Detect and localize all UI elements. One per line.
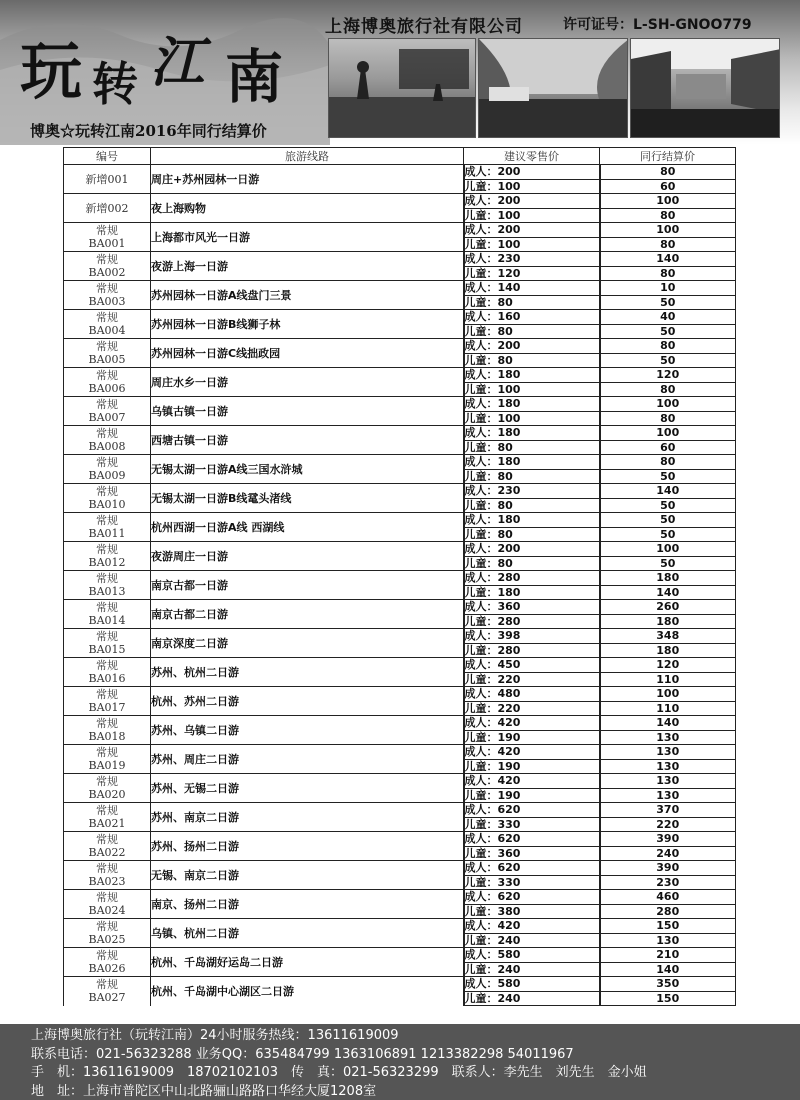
price-table (63, 147, 736, 1006)
suggested-child-price: 儿童：120 (464, 266, 600, 281)
table-row (64, 339, 736, 354)
suggested-adult-price: 成人：420 (464, 919, 600, 934)
suggested-child-price: 儿童：80 (464, 295, 600, 310)
net-child-price: 110 (600, 701, 736, 716)
logo-char-2: 转 (92, 57, 138, 111)
license-number: 许可证号：L-SH-GNOO779 (563, 17, 752, 33)
suggested-child-price: 儿童：80 (464, 324, 600, 339)
route-name: 杭州、千岛湖中心湖区二日游 (151, 977, 464, 1006)
table-row (64, 919, 736, 934)
suggested-adult-price: 成人：200 (464, 542, 600, 557)
suggested-child-price: 儿童：330 (464, 817, 600, 832)
route-name: 南京古都一日游 (151, 571, 464, 600)
photo-west-lake (328, 38, 476, 138)
suggested-child-price: 儿童：190 (464, 730, 600, 745)
net-child-price: 140 (600, 962, 736, 977)
table-row (64, 571, 736, 586)
suggested-child-price: 儿童：360 (464, 846, 600, 861)
suggested-child-price: 儿童：220 (464, 701, 600, 716)
route-name: 杭州西湖一日游A线 西湖线 (151, 513, 464, 542)
suggested-adult-price: 成人：180 (464, 426, 600, 441)
net-child-price: 50 (600, 324, 736, 339)
net-child-price: 130 (600, 788, 736, 803)
suggested-adult-price: 成人：200 (464, 339, 600, 354)
route-name: 南京深度二日游 (151, 629, 464, 658)
route-name: 苏州园林一日游B线狮子林 (151, 310, 464, 339)
route-name: 夜游上海一日游 (151, 252, 464, 281)
route-name: 苏州、乌镇二日游 (151, 716, 464, 745)
route-name: 无锡、南京二日游 (151, 861, 464, 890)
route-code: 常规 BA011 (64, 513, 151, 542)
route-code: 新增002 (64, 194, 151, 223)
route-code: 常规 BA027 (64, 977, 151, 1006)
table-row (64, 745, 736, 760)
route-name: 乌镇、杭州二日游 (151, 919, 464, 948)
suggested-child-price: 儿童：80 (464, 527, 600, 542)
route-code: 常规 BA003 (64, 281, 151, 310)
net-child-price: 240 (600, 846, 736, 861)
route-code: 常规 BA001 (64, 223, 151, 252)
table-row (64, 774, 736, 789)
page-header (0, 0, 800, 145)
route-code: 常规 BA015 (64, 629, 151, 658)
table-row (64, 368, 736, 383)
suggested-child-price: 儿童：280 (464, 643, 600, 658)
suggested-adult-price: 成人：280 (464, 571, 600, 586)
net-adult-price: 100 (600, 223, 736, 238)
table-row (64, 977, 736, 992)
route-code: 常规 BA021 (64, 803, 151, 832)
net-adult-price: 370 (600, 803, 736, 818)
suggested-adult-price: 成人：480 (464, 687, 600, 702)
route-code: 常规 BA018 (64, 716, 151, 745)
net-adult-price: 80 (600, 165, 736, 180)
route-code: 常规 BA004 (64, 310, 151, 339)
table-row (64, 716, 736, 731)
table-row (64, 542, 736, 557)
route-code: 常规 BA005 (64, 339, 151, 368)
route-name: 苏州、南京二日游 (151, 803, 464, 832)
table-row (64, 803, 736, 818)
suggested-adult-price: 成人：620 (464, 861, 600, 876)
table-row (64, 194, 736, 209)
suggested-child-price: 儿童：100 (464, 179, 600, 194)
suggested-adult-price: 成人：620 (464, 890, 600, 905)
table-row (64, 165, 736, 180)
route-name: 周庄+苏州园林一日游 (151, 165, 464, 194)
net-adult-price: 80 (600, 455, 736, 470)
route-name: 苏州、扬州二日游 (151, 832, 464, 861)
table-row (64, 281, 736, 296)
table-header-row (64, 148, 736, 165)
route-name: 苏州、周庄二日游 (151, 745, 464, 774)
route-code: 常规 BA019 (64, 745, 151, 774)
header-code: 编号 (64, 148, 151, 165)
net-adult-price: 100 (600, 194, 736, 209)
logo-char-3: 江 (150, 30, 204, 94)
route-code: 常规 BA022 (64, 832, 151, 861)
suggested-adult-price: 成人：620 (464, 832, 600, 847)
net-adult-price: 100 (600, 397, 736, 412)
route-name: 上海都市风光一日游 (151, 223, 464, 252)
suggested-adult-price: 成人：398 (464, 629, 600, 644)
suggested-adult-price: 成人：580 (464, 977, 600, 992)
suggested-adult-price: 成人：200 (464, 165, 600, 180)
net-adult-price: 120 (600, 658, 736, 673)
table-row (64, 252, 736, 267)
net-adult-price: 260 (600, 600, 736, 615)
logo (20, 20, 320, 110)
net-child-price: 60 (600, 179, 736, 194)
net-adult-price: 140 (600, 716, 736, 731)
route-code: 常规 BA014 (64, 600, 151, 629)
net-child-price: 140 (600, 585, 736, 600)
suggested-adult-price: 成人：140 (464, 281, 600, 296)
net-adult-price: 80 (600, 339, 736, 354)
suggested-child-price: 儿童：220 (464, 672, 600, 687)
footer-contact: 联系电话：021-56323288 业务QQ：635484799 1363106891 1213382298 54011967 (31, 1046, 574, 1062)
table-row (64, 658, 736, 673)
route-code: 常规 BA010 (64, 484, 151, 513)
route-name: 南京、扬州二日游 (151, 890, 464, 919)
net-adult-price: 350 (600, 977, 736, 992)
route-name: 苏州、无锡二日游 (151, 774, 464, 803)
table-row (64, 455, 736, 470)
photo-water-town (630, 38, 780, 138)
route-code: 常规 BA007 (64, 397, 151, 426)
suggested-child-price: 儿童：240 (464, 991, 600, 1006)
suggested-child-price: 儿童：100 (464, 237, 600, 252)
suggested-child-price: 儿童：180 (464, 585, 600, 600)
logo-char-1: 玩 (20, 35, 83, 108)
suggested-adult-price: 成人：450 (464, 658, 600, 673)
route-code: 常规 BA012 (64, 542, 151, 571)
table-row (64, 948, 736, 963)
route-code: 常规 BA017 (64, 687, 151, 716)
route-name: 苏州园林一日游A线盘门三景 (151, 281, 464, 310)
page-footer (0, 1024, 800, 1100)
net-adult-price: 50 (600, 513, 736, 528)
route-name: 南京古都二日游 (151, 600, 464, 629)
header-route: 旅游线路 (151, 148, 464, 165)
net-child-price: 80 (600, 411, 736, 426)
table-row (64, 426, 736, 441)
net-child-price: 280 (600, 904, 736, 919)
table-row (64, 687, 736, 702)
table-row (64, 484, 736, 499)
net-adult-price: 40 (600, 310, 736, 325)
route-name: 周庄水乡一日游 (151, 368, 464, 397)
suggested-adult-price: 成人：580 (464, 948, 600, 963)
net-child-price: 220 (600, 817, 736, 832)
suggested-adult-price: 成人：200 (464, 223, 600, 238)
suggested-adult-price: 成人：420 (464, 774, 600, 789)
net-child-price: 80 (600, 208, 736, 223)
west-lake-image (329, 39, 476, 138)
net-adult-price: 180 (600, 571, 736, 586)
table-row (64, 397, 736, 412)
net-child-price: 50 (600, 527, 736, 542)
route-name: 夜上海购物 (151, 194, 464, 223)
net-adult-price: 130 (600, 774, 736, 789)
table-row (64, 629, 736, 644)
suggested-child-price: 儿童：190 (464, 788, 600, 803)
suggested-child-price: 儿童：240 (464, 962, 600, 977)
net-adult-price: 390 (600, 832, 736, 847)
net-adult-price: 390 (600, 861, 736, 876)
suggested-adult-price: 成人：420 (464, 716, 600, 731)
route-code: 新增001 (64, 165, 151, 194)
table-row (64, 832, 736, 847)
route-code: 常规 BA023 (64, 861, 151, 890)
table-row (64, 223, 736, 238)
suggested-adult-price: 成人：230 (464, 252, 600, 267)
suggested-child-price: 儿童：380 (464, 904, 600, 919)
net-adult-price: 130 (600, 745, 736, 760)
route-code: 常规 BA009 (64, 455, 151, 484)
net-adult-price: 10 (600, 281, 736, 296)
logo-char-4: 南 (225, 43, 284, 111)
suggested-child-price: 儿童：330 (464, 875, 600, 890)
route-code: 常规 BA020 (64, 774, 151, 803)
net-child-price: 60 (600, 440, 736, 455)
net-adult-price: 140 (600, 252, 736, 267)
suggested-adult-price: 成人：180 (464, 455, 600, 470)
net-child-price: 130 (600, 730, 736, 745)
footer-address: 地 址：上海市普陀区中山北路骊山路路口华经大厦1208室 (31, 1083, 377, 1099)
suggested-child-price: 儿童：80 (464, 353, 600, 368)
net-adult-price: 348 (600, 629, 736, 644)
net-child-price: 80 (600, 266, 736, 281)
table-row (64, 861, 736, 876)
water-town-image (631, 39, 780, 138)
net-child-price: 50 (600, 295, 736, 310)
suggested-child-price: 儿童：80 (464, 556, 600, 571)
route-name: 无锡太湖一日游A线三国水浒城 (151, 455, 464, 484)
suggested-adult-price: 成人：360 (464, 600, 600, 615)
net-adult-price: 460 (600, 890, 736, 905)
suggested-adult-price: 成人：620 (464, 803, 600, 818)
route-code: 常规 BA002 (64, 252, 151, 281)
footer-hotline: 上海博奥旅行社（玩转江南）24小时服务热线：13611619009 (31, 1028, 399, 1043)
footer-mobile: 手 机：13611619009 18702102103 传 真：021-56323299 联系人：李先生 刘先生 金小姐 (31, 1065, 647, 1080)
suggested-child-price: 儿童：80 (464, 498, 600, 513)
route-code: 常规 BA024 (64, 890, 151, 919)
table-body (64, 165, 736, 1006)
suggested-adult-price: 成人：180 (464, 513, 600, 528)
header-suggested-price: 建议零售价 (464, 148, 600, 165)
table-row (64, 513, 736, 528)
net-child-price: 80 (600, 237, 736, 252)
route-name: 苏州、杭州二日游 (151, 658, 464, 687)
net-child-price: 230 (600, 875, 736, 890)
route-code: 常规 BA008 (64, 426, 151, 455)
net-adult-price: 120 (600, 368, 736, 383)
net-adult-price: 140 (600, 484, 736, 499)
suggested-adult-price: 成人：180 (464, 397, 600, 412)
net-child-price: 50 (600, 498, 736, 513)
suggested-child-price: 儿童：240 (464, 933, 600, 948)
suggested-adult-price: 成人：200 (464, 194, 600, 209)
net-child-price: 50 (600, 353, 736, 368)
net-child-price: 130 (600, 933, 736, 948)
net-adult-price: 100 (600, 426, 736, 441)
route-name: 西塘古镇一日游 (151, 426, 464, 455)
route-name: 杭州、千岛湖好运岛二日游 (151, 948, 464, 977)
net-adult-price: 150 (600, 919, 736, 934)
net-adult-price: 210 (600, 948, 736, 963)
route-name: 杭州、苏州二日游 (151, 687, 464, 716)
suggested-child-price: 儿童：190 (464, 759, 600, 774)
net-child-price: 80 (600, 382, 736, 397)
route-code: 常规 BA025 (64, 919, 151, 948)
suggested-child-price: 儿童：100 (464, 382, 600, 397)
route-code: 常规 BA016 (64, 658, 151, 687)
net-child-price: 110 (600, 672, 736, 687)
route-name: 夜游周庄一日游 (151, 542, 464, 571)
table-row (64, 310, 736, 325)
canal-willows-image (479, 39, 628, 138)
net-child-price: 50 (600, 469, 736, 484)
route-name: 乌镇古镇一日游 (151, 397, 464, 426)
company-name: 上海博奥旅行社有限公司 (325, 17, 523, 37)
table-row (64, 600, 736, 615)
page-subtitle: 博奥☆玩转江南2016年同行结算价 (30, 122, 267, 140)
route-code: 常规 BA026 (64, 948, 151, 977)
suggested-adult-price: 成人：160 (464, 310, 600, 325)
photo-canal-willows (478, 38, 628, 138)
route-name: 苏州园林一日游C线拙政园 (151, 339, 464, 368)
net-adult-price: 100 (600, 542, 736, 557)
suggested-adult-price: 成人：180 (464, 368, 600, 383)
suggested-child-price: 儿童：280 (464, 614, 600, 629)
net-adult-price: 100 (600, 687, 736, 702)
net-child-price: 180 (600, 643, 736, 658)
net-child-price: 50 (600, 556, 736, 571)
suggested-child-price: 儿童：100 (464, 411, 600, 426)
route-code: 常规 BA013 (64, 571, 151, 600)
suggested-child-price: 儿童：100 (464, 208, 600, 223)
suggested-child-price: 儿童：80 (464, 440, 600, 455)
header-net-price: 同行结算价 (600, 148, 736, 165)
route-name: 无锡太湖一日游B线鼋头渚线 (151, 484, 464, 513)
net-child-price: 150 (600, 991, 736, 1006)
route-code: 常规 BA006 (64, 368, 151, 397)
suggested-child-price: 儿童：80 (464, 469, 600, 484)
suggested-adult-price: 成人：420 (464, 745, 600, 760)
net-child-price: 180 (600, 614, 736, 629)
net-child-price: 130 (600, 759, 736, 774)
suggested-adult-price: 成人：230 (464, 484, 600, 499)
table-row (64, 890, 736, 905)
